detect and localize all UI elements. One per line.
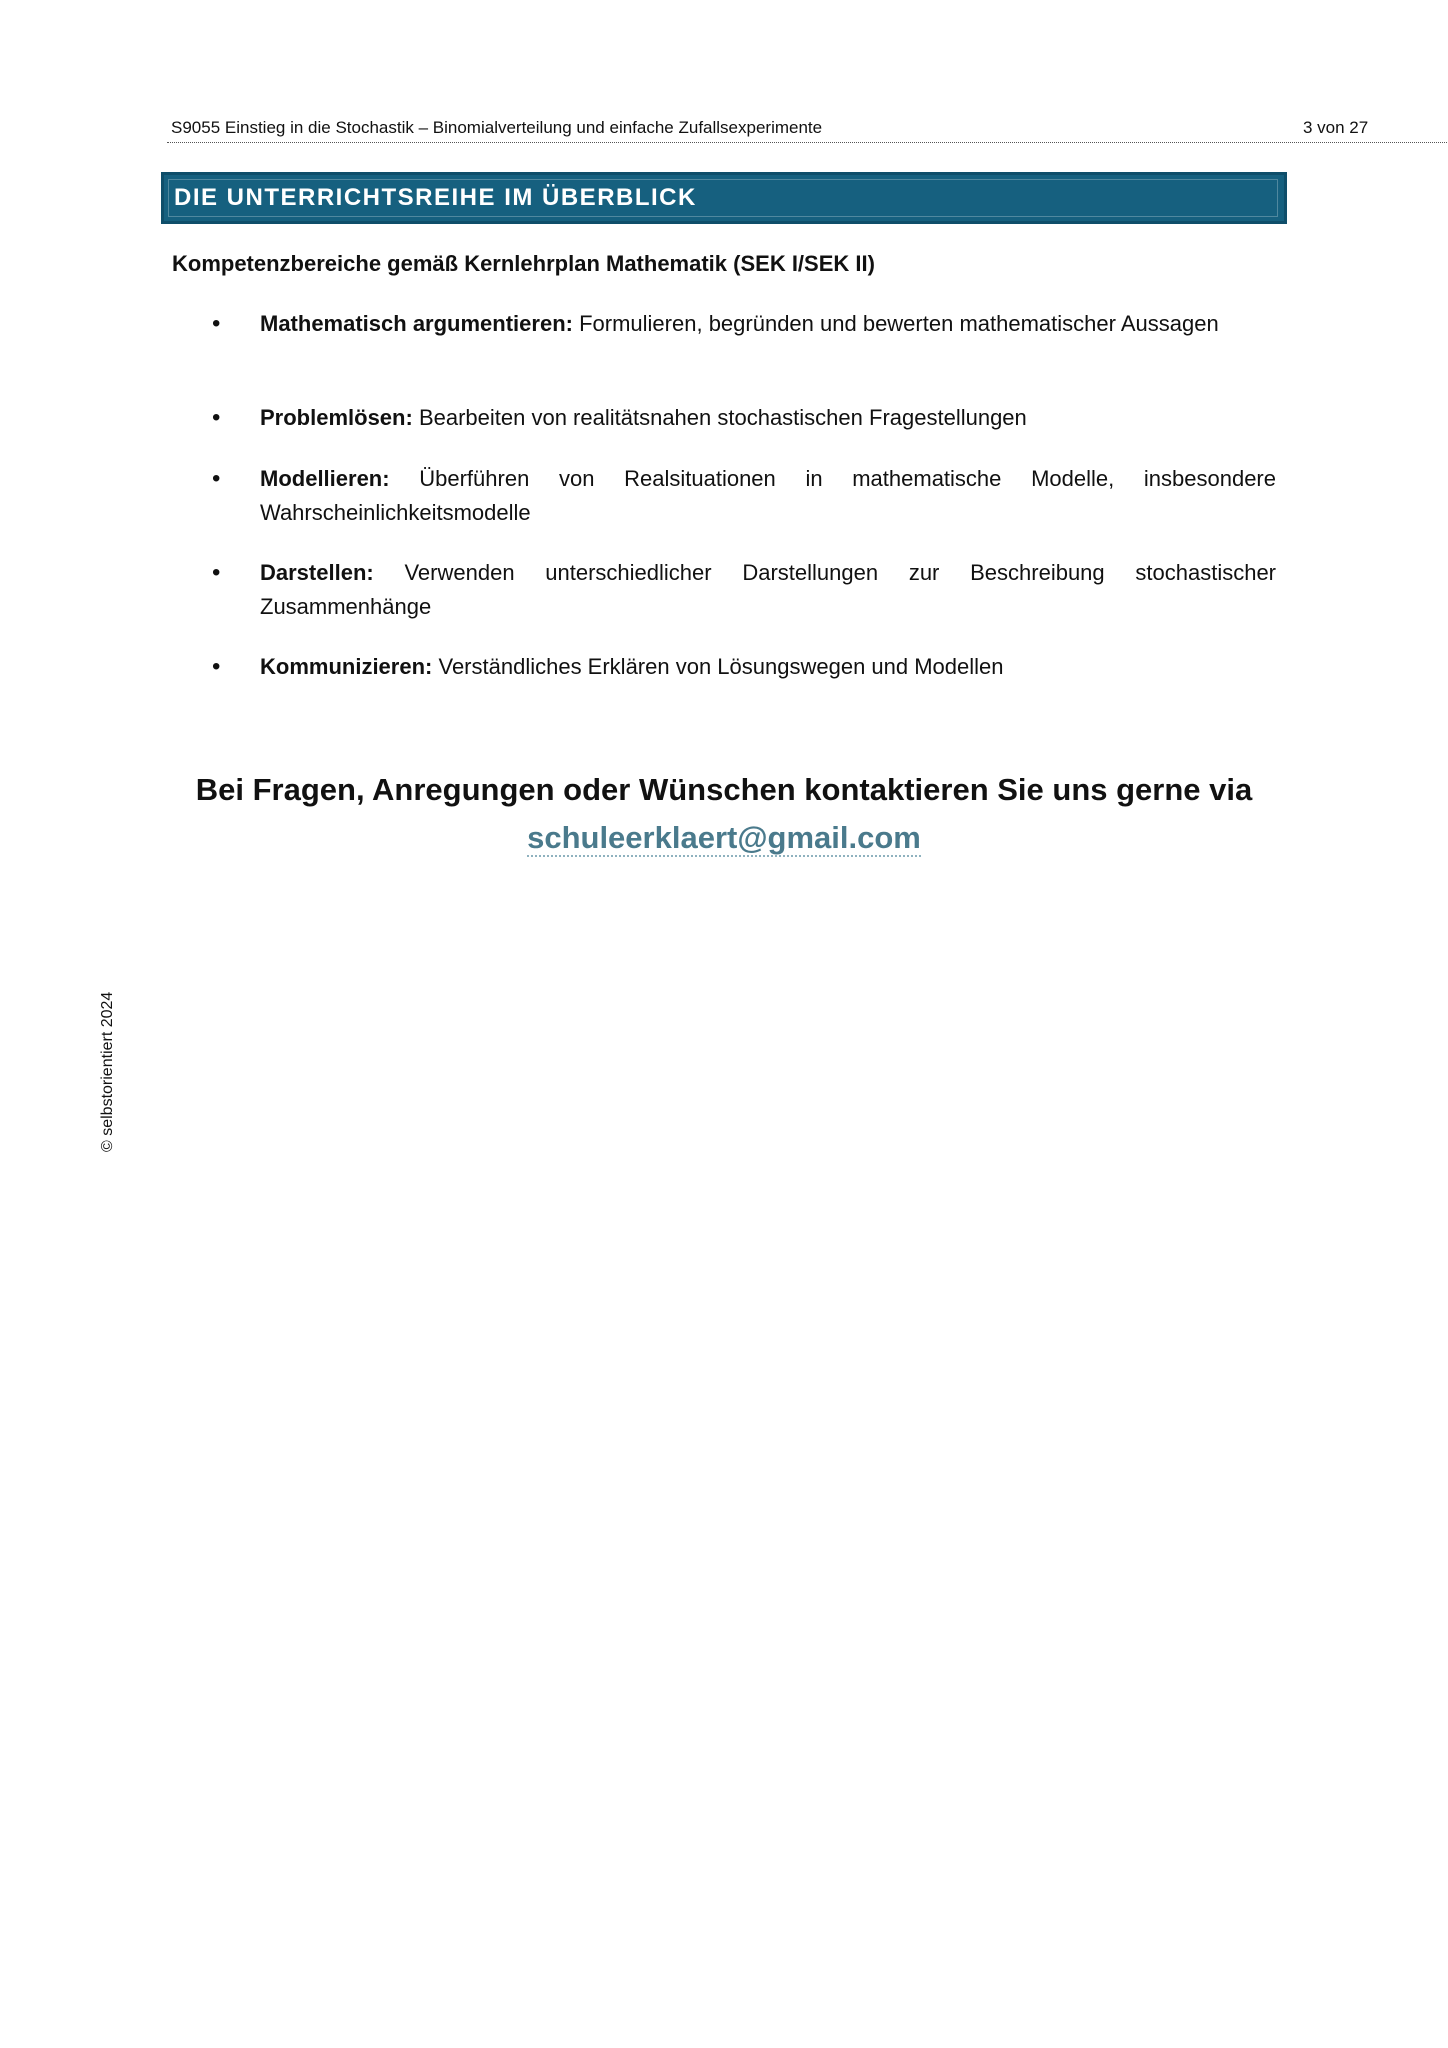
bullet-icon: • [212,404,221,431]
competence-heading: Kompetenzbereiche gemäß Kernlehrplan Mathematik (SEK I/SEK II) [172,251,875,276]
contact-text: Bei Fragen, Anregungen oder Wünschen kontaktieren Sie uns gerne via [195,772,1253,807]
competence-description: Verwenden unterschiedlicher Darstellungen zur Beschreibung stochastischer Zusammenhänge [260,560,1276,619]
competence-term: Darstellen: [260,560,374,585]
competence-term: Kommunizieren: [260,654,433,679]
contact-email-address[interactable]: schuleerklaert@gmail.com [527,820,921,855]
document-title: S9055 Einstieg in die Stochastik – Binomialverteilung und einfache Zufallsexperimente [171,118,823,137]
competence-description: Bearbeiten von realitätsnahen stochastischen Fragestellungen [418,405,1027,430]
running-header [167,114,1447,143]
competence-item-argumentieren [212,307,1276,341]
competence-item-modellieren [212,462,1276,530]
competence-description: Verständliches Erklären von Lösungswegen und Modellen [438,654,1004,679]
competence-term: Modellieren: [260,466,390,491]
copyright-notice: © selbstorientiert 2024 [99,991,116,1152]
competence-item-darstellen [212,556,1276,624]
competence-item-kommunizieren [212,650,1276,684]
competence-description: Überführen von Realsituationen in mathematische Modelle, insbesondere Wahrscheinlichkeitsmodelle [260,466,1276,525]
bullet-icon: • [212,310,221,337]
bullet-icon: • [212,559,221,586]
competence-description: Formulieren, begründen und bewerten mathematischer Aussagen [579,311,1219,336]
page-number: 3 von 27 [1303,118,1369,137]
contact-email-link[interactable] [0,816,1448,860]
section-title: DIE UNTERRICHTSREIHE IM ÜBERBLICK [174,184,697,211]
competence-term: Problemlösen: [260,405,413,430]
competence-item-problemloesen [212,401,1276,435]
competence-term: Mathematisch argumentieren: [260,311,573,336]
section-banner [161,172,1287,224]
bullet-icon: • [212,465,221,492]
bullet-icon: • [212,653,221,680]
